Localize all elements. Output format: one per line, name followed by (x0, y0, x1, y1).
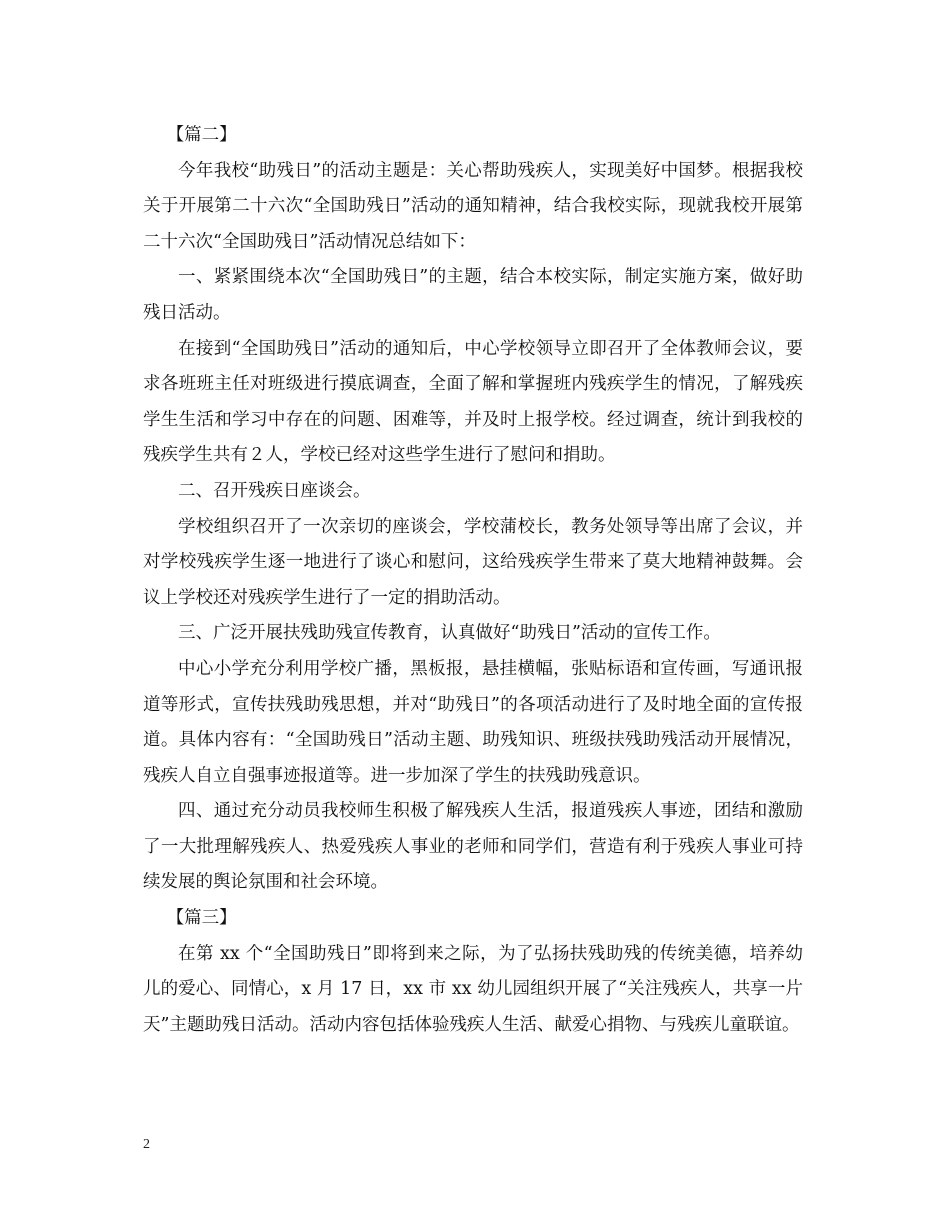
section-heading-3: 【篇三】 (166, 908, 237, 929)
paragraph-publicity: 中心小学充分利用学校广播，黑板报，悬挂横幅，张贴标语和宣传画，写通讯报道等形式，宣传扶残助残思想，并对“助残日”的各项活动进行了及时地全面的宣传报道。具体内容有：“全国助残日”活动主题、助残知识、班级扶残助残活动开展情况，残疾人自立自强事迹报道等。进一步加深了学生的扶残助残意识。 (143, 658, 803, 786)
section-heading-2: 【篇二】 (166, 125, 237, 145)
paragraph-kindergarten: 在第 xx 个“全国助残日”即将到来之际，为了弘扬扶残助残的传统美德，培养幼儿的爱心、同情心，x 月 17 日，xx 市 xx 幼儿园组织开展了“关注残疾人，共享一片天”主题助残日活动。活动内容包括体验残疾人生活、献爱心捐物、与残疾儿童联谊。 (143, 943, 803, 1035)
paragraph-point-3: 三、广泛开展扶残助残宣传教育，认真做好“助残日”活动的宣传工作。 (178, 623, 721, 644)
paragraph-point-4: 四、通过充分动员我校师生积极了解残疾人生活，报道残疾人事迹，团结和激励了一大批理解残疾人、热爱残疾人事业的老师和同学们，营造有利于残疾人事业可持续发展的舆论氛围和社会环境。 (143, 801, 803, 893)
paragraph-point-1: 一、紧紧围绕本次“全国助残日”的主题，结合本校实际，制定实施方案，做好助残日活动。 (143, 267, 803, 323)
document-body (143, 118, 803, 1043)
paragraph-intro: 今年我校“助残日”的活动主题是：关心帮助残疾人，实现美好中国梦。根据我校关于开展第二十六次“全国助残日”活动的通知精神，结合我校实际，现就我校开展第二十六次“全国助残日”活动情况总结如下： (143, 160, 803, 252)
paragraph-meeting: 学校组织召开了一次亲切的座谈会，学校蒲校长，教务处领导等出席了会议，并对学校残疾学生逐一地进行了谈心和慰问，这给残疾学生带来了莫大地精神鼓舞。会议上学校还对残疾学生进行了一定的捐助活动。 (143, 516, 803, 608)
paragraph-point-2: 二、召开残疾日座谈会。 (178, 480, 371, 501)
paragraph-investigation: 在接到“全国助残日”活动的通知后，中心学校领导立即召开了全体教师会议，要求各班班主任对班级进行摸底调查，全面了解和掌握班内残疾学生的情况，了解残疾学生生活和学习中存在的问题、困难等，并及时上报学校。经过调查，统计到我校的残疾学生共有２人，学校已经对这些学生进行了慰问和捐助。 (143, 338, 803, 466)
page-number: 2 (143, 1137, 150, 1152)
